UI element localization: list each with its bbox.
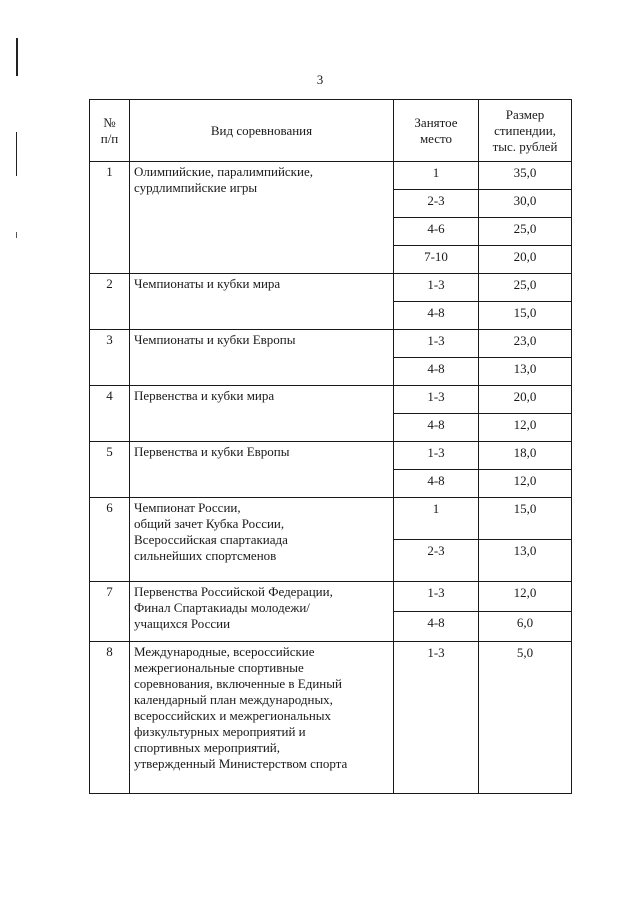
amount-cell: 20,0 [479, 246, 572, 274]
amount-cell: 13,0 [479, 358, 572, 386]
table-header-row [90, 100, 572, 162]
competition-name-line: утвержденный Министерством спорта [134, 756, 348, 771]
competition-name [130, 582, 394, 642]
amount-cell: 12,0 [479, 414, 572, 442]
scholarship-table [89, 99, 572, 794]
row-number: 6 [90, 498, 130, 582]
competition-name [130, 330, 394, 386]
scan-margin-mark [16, 232, 17, 238]
place-cell: 2-3 [394, 190, 479, 218]
amount-cell: 15,0 [479, 498, 572, 540]
place-cell: 1-3 [394, 442, 479, 470]
header-competition-type: Вид соревнования [130, 100, 394, 162]
competition-name-line: Олимпийские, паралимпийские, [134, 164, 313, 179]
competition-name-line: Первенства и кубки мира [134, 388, 275, 403]
place-cell: 1 [394, 162, 479, 190]
amount-cell: 5,0 [479, 642, 572, 794]
header-num: № п/п [90, 100, 130, 162]
place-cell: 4-8 [394, 302, 479, 330]
place-cell: 2-3 [394, 540, 479, 582]
table-row [90, 330, 572, 358]
amount-cell: 6,0 [479, 612, 572, 642]
competition-name-line: Чемпионаты и кубки Европы [134, 332, 296, 347]
competition-name-line: соревнования, включенные в Единый [134, 676, 342, 691]
amount-cell: 15,0 [479, 302, 572, 330]
place-cell: 1-3 [394, 582, 479, 612]
row-number: 8 [90, 642, 130, 794]
competition-name [130, 498, 394, 582]
scan-margin-mark [16, 132, 17, 176]
competition-name-line: общий зачет Кубка России, [134, 516, 285, 531]
competition-name-line: Первенства и кубки Европы [134, 444, 290, 459]
amount-cell: 23,0 [479, 330, 572, 358]
row-number: 4 [90, 386, 130, 442]
place-cell: 4-8 [394, 470, 479, 498]
place-cell: 4-8 [394, 358, 479, 386]
scan-margin-mark [16, 38, 18, 76]
place-cell: 4-6 [394, 218, 479, 246]
row-number: 7 [90, 582, 130, 642]
amount-cell: 12,0 [479, 582, 572, 612]
place-cell: 1-3 [394, 642, 479, 794]
competition-name-line: Финал Спартакиады молодежи/ [134, 600, 310, 615]
amount-cell: 25,0 [479, 274, 572, 302]
competition-name [130, 386, 394, 442]
amount-cell: 35,0 [479, 162, 572, 190]
competition-name-line: Всероссийская спартакиада [134, 532, 288, 547]
header-amount: Размер стипендии, тыс. рублей [479, 100, 572, 162]
table-row [90, 274, 572, 302]
amount-cell: 18,0 [479, 442, 572, 470]
row-number: 3 [90, 330, 130, 386]
competition-name-line: физкультурных мероприятий и [134, 724, 306, 739]
place-cell: 4-8 [394, 414, 479, 442]
competition-name [130, 642, 394, 794]
place-cell: 1-3 [394, 330, 479, 358]
page-number: 3 [316, 72, 324, 87]
amount-cell: 30,0 [479, 190, 572, 218]
row-number: 5 [90, 442, 130, 498]
amount-cell: 12,0 [479, 470, 572, 498]
place-cell: 1 [394, 498, 479, 540]
competition-name [130, 442, 394, 498]
competition-name-line: календарный план международных, [134, 692, 333, 707]
place-cell: 1-3 [394, 386, 479, 414]
header-place: Занятое место [394, 100, 479, 162]
table-row [90, 386, 572, 414]
table-body [90, 162, 572, 794]
competition-name-line: сильнейших спортсменов [134, 548, 277, 563]
competition-name-line: всероссийских и межрегиональных [134, 708, 332, 723]
competition-name [130, 274, 394, 330]
table-row [90, 442, 572, 470]
amount-cell: 20,0 [479, 386, 572, 414]
table-row [90, 642, 572, 794]
competition-name [130, 162, 394, 274]
table-row [90, 162, 572, 190]
competition-name-line: спортивных мероприятий, [134, 740, 281, 755]
competition-name-line: Международные, всероссийские [134, 644, 315, 659]
row-number: 1 [90, 162, 130, 274]
place-cell: 1-3 [394, 274, 479, 302]
row-number: 2 [90, 274, 130, 330]
competition-name-line: Первенства Российской Федерации, [134, 584, 333, 599]
competition-name-line: сурдлимпийские игры [134, 180, 258, 195]
competition-name-line: межрегиональные спортивные [134, 660, 304, 675]
table-row [90, 498, 572, 540]
table-row [90, 582, 572, 612]
amount-cell: 13,0 [479, 540, 572, 582]
amount-cell: 25,0 [479, 218, 572, 246]
competition-name-line: Чемпионат России, [134, 500, 241, 515]
place-cell: 7-10 [394, 246, 479, 274]
competition-name-line: учащихся России [134, 616, 231, 631]
competition-name-line: Чемпионаты и кубки мира [134, 276, 281, 291]
place-cell: 4-8 [394, 612, 479, 642]
